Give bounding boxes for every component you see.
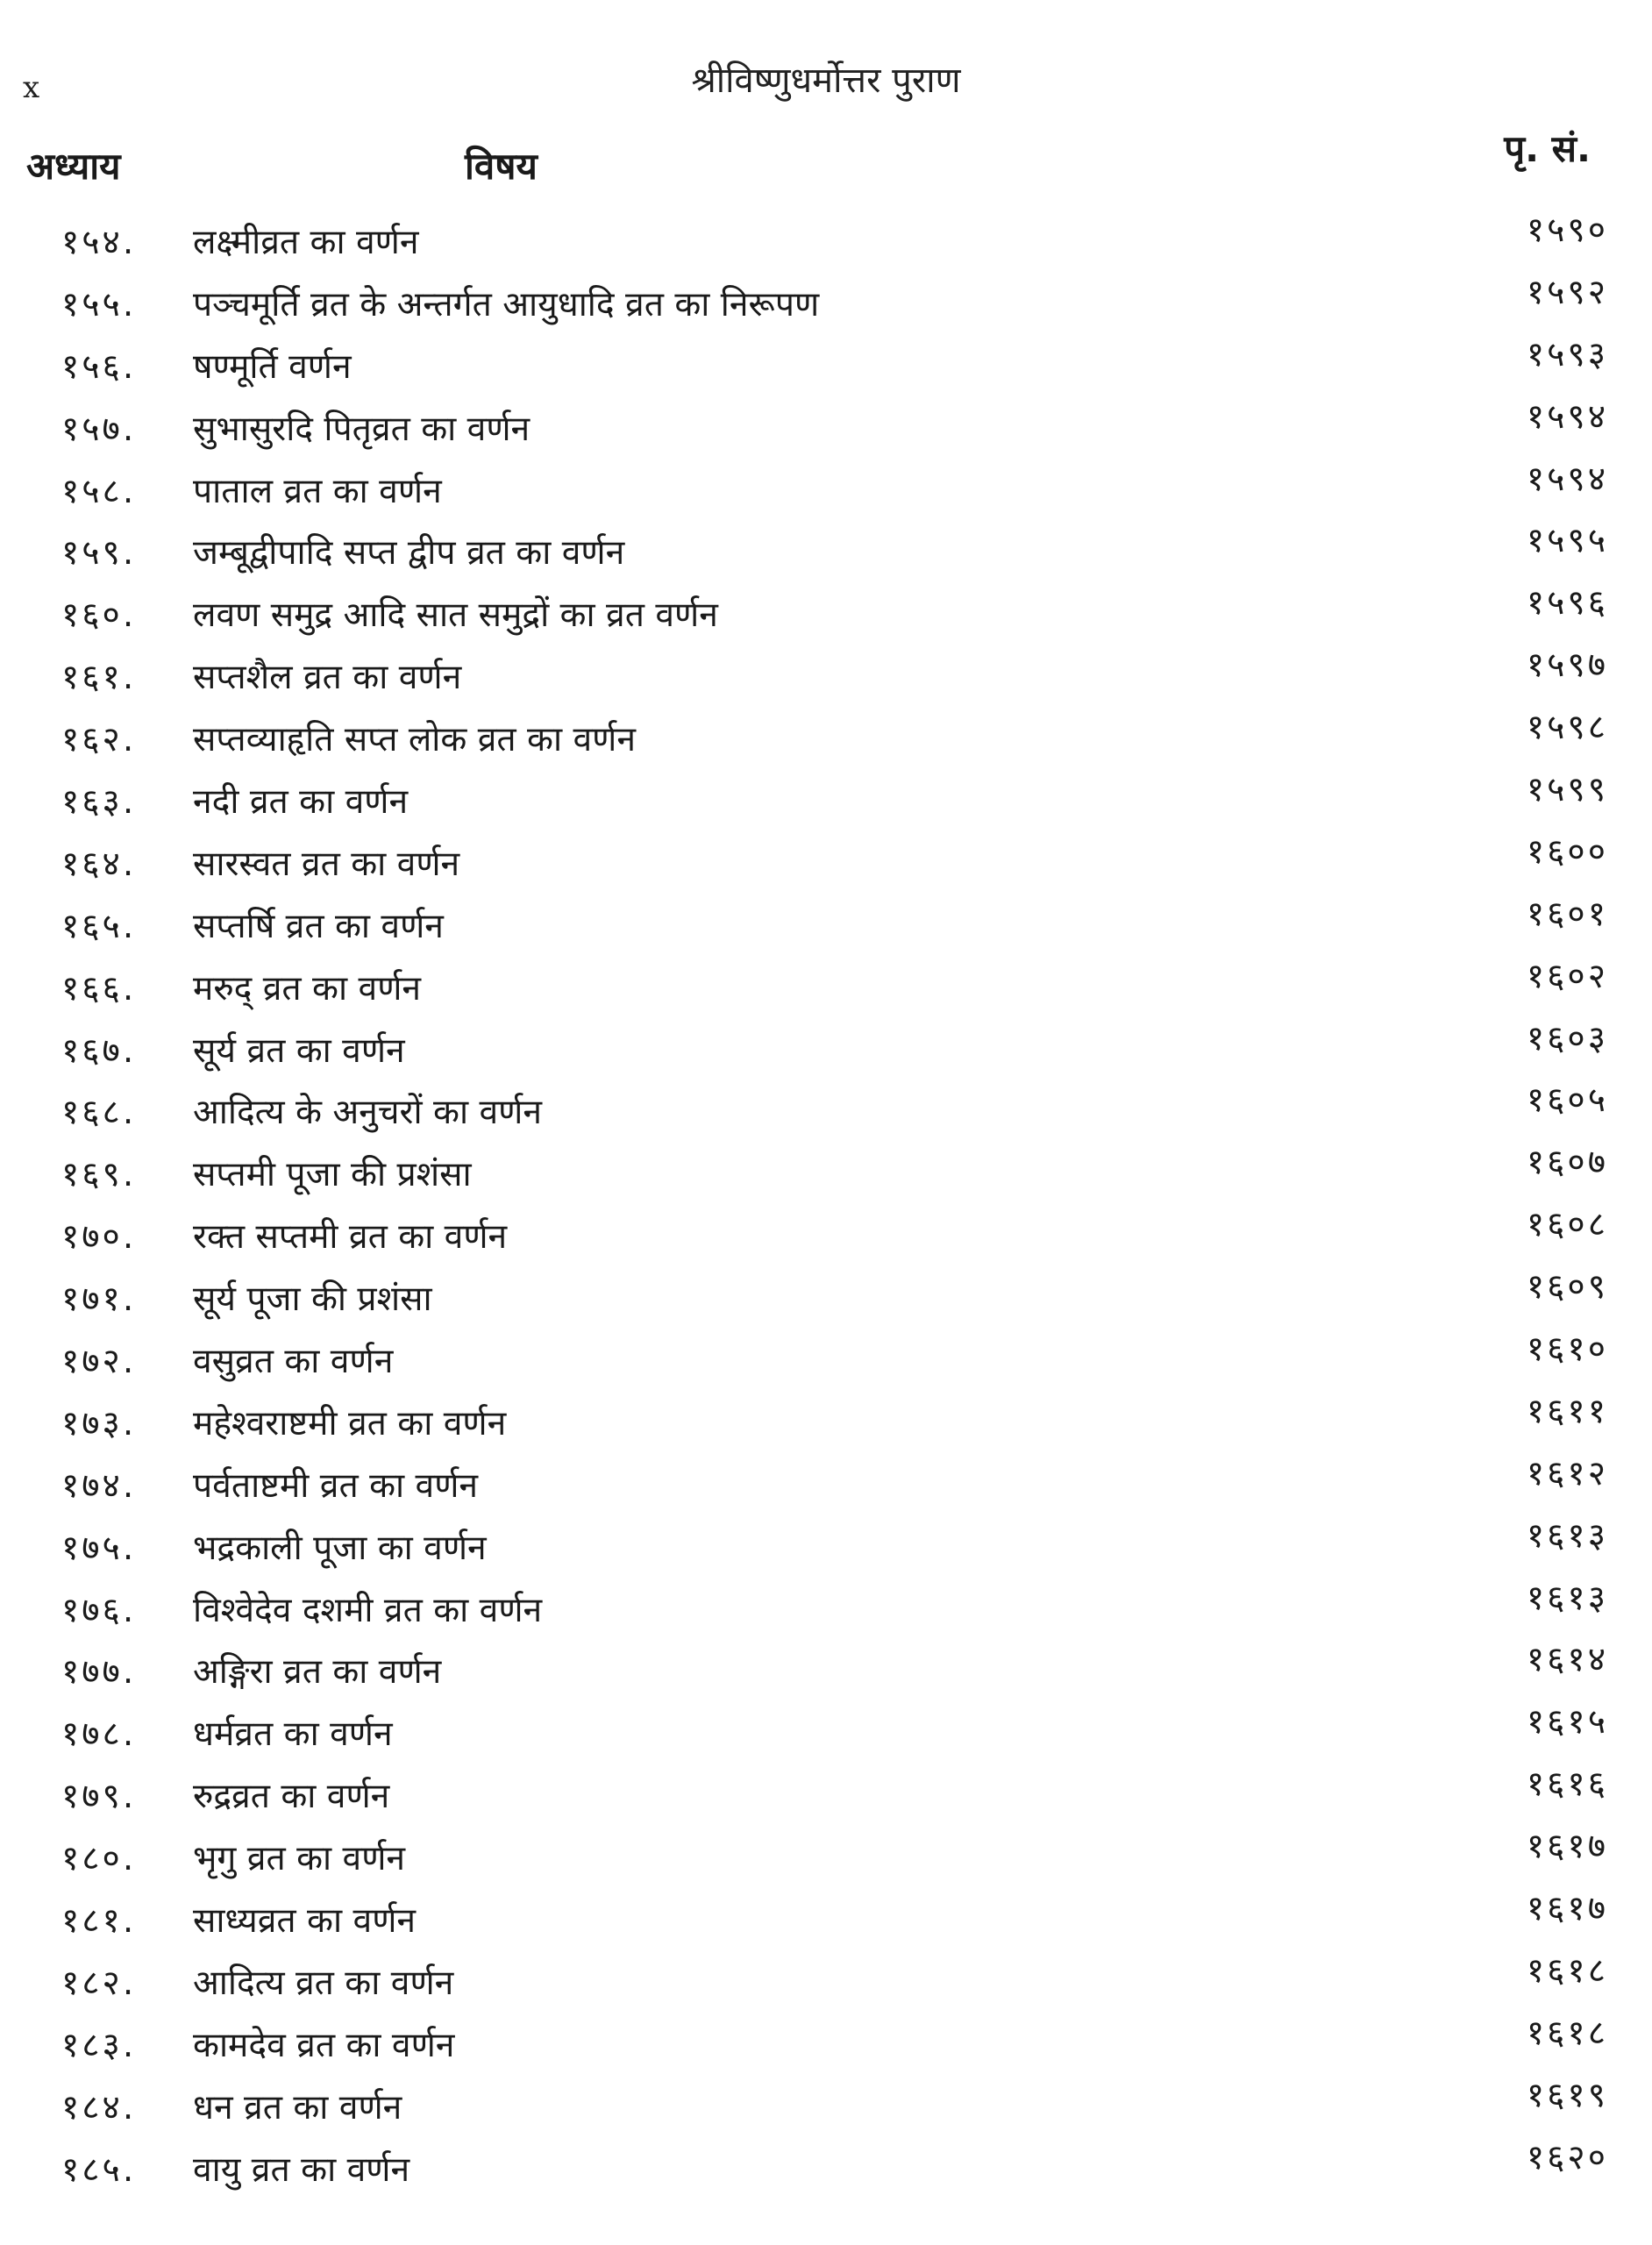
toc-entry bbox=[0, 1267, 1652, 1329]
chapter-title: नदी व्रत का वर्णन bbox=[193, 782, 409, 823]
chapter-number: १६१. bbox=[61, 658, 137, 698]
page-reference: १६०९ bbox=[1526, 1267, 1608, 1308]
chapter-title: वायु व्रत का वर्णन bbox=[193, 2149, 410, 2190]
toc-entry bbox=[0, 1951, 1652, 2013]
toc-entry bbox=[0, 1205, 1652, 1267]
chapter-title: वसुव्रत का वर्णन bbox=[193, 1342, 394, 1382]
chapter-title: कामदेव व्रत का वर्णन bbox=[193, 2025, 455, 2065]
chapter-title: रक्त सप्तमी व्रत का वर्णन bbox=[193, 1217, 508, 1258]
page-reference: १६१२ bbox=[1526, 1453, 1608, 1493]
chapter-title: सप्तमी पूजा की प्रशंसा bbox=[193, 1155, 472, 1195]
chapter-number: १५६. bbox=[61, 346, 137, 387]
chapter-number: १७२. bbox=[61, 1342, 137, 1382]
chapter-number: १८५. bbox=[61, 2149, 137, 2190]
chapter-title: लवण समुद्र आदि सात समुद्रों का व्रत वर्णन bbox=[193, 595, 718, 636]
chapter-title: पर्वताष्टमी व्रत का वर्णन bbox=[193, 1465, 479, 1506]
page-reference: १६०७ bbox=[1526, 1143, 1608, 1183]
toc-entry bbox=[0, 1827, 1652, 1889]
toc-entry bbox=[0, 832, 1652, 894]
page-reference: १५९६ bbox=[1526, 583, 1608, 624]
chapter-number: १६५. bbox=[61, 906, 137, 946]
chapter-title: आदित्य व्रत का वर्णन bbox=[193, 1963, 454, 2003]
toc-entry bbox=[0, 2076, 1652, 2138]
chapter-number: १७४. bbox=[61, 1465, 137, 1506]
page-reference: १६१० bbox=[1526, 1329, 1608, 1370]
toc-entry bbox=[0, 273, 1652, 335]
chapter-number: १५८. bbox=[61, 471, 137, 511]
chapter-number: १५९. bbox=[61, 533, 137, 574]
toc-entry bbox=[0, 1640, 1652, 1702]
chapter-title: पाताल व्रत का वर्णन bbox=[193, 471, 442, 511]
page-reference: १६११ bbox=[1526, 1391, 1608, 1431]
chapter-title: सप्तशैल व्रत का वर्णन bbox=[193, 658, 462, 698]
chapter-title: षण्मूर्ति वर्णन bbox=[193, 346, 352, 387]
chapter-title: अङ्गिरा व्रत का वर्णन bbox=[193, 1652, 442, 1693]
chapter-title: भद्रकाली पूजा का वर्णन bbox=[193, 1528, 487, 1568]
toc-entry bbox=[0, 708, 1652, 770]
page-reference: १६१८ bbox=[1526, 2013, 1608, 2053]
chapter-number: १७६. bbox=[61, 1590, 137, 1630]
page-reference: १६०३ bbox=[1526, 1018, 1608, 1058]
page-number: x bbox=[23, 70, 40, 105]
chapter-title: लक्ष्मीव्रत का वर्णन bbox=[193, 223, 419, 262]
page-reference: १६१३ bbox=[1526, 1578, 1608, 1618]
chapter-title: सारस्वत व्रत का वर्णन bbox=[193, 844, 460, 884]
chapter-number: १८१. bbox=[61, 1901, 137, 1942]
toc-entry bbox=[0, 1080, 1652, 1143]
chapter-number: १६२. bbox=[61, 720, 137, 760]
page-column-header: पृ. सं. bbox=[1504, 127, 1591, 170]
toc-entry bbox=[0, 2138, 1652, 2200]
toc-entry bbox=[0, 210, 1652, 273]
chapter-title: सप्तव्याहृति सप्त लोक व्रत का वर्णन bbox=[193, 720, 637, 760]
chapter-number: १६८. bbox=[61, 1093, 137, 1133]
chapter-number: १८४. bbox=[61, 2087, 137, 2127]
chapter-number: १८०. bbox=[61, 1839, 137, 1879]
chapter-title: रुद्रव्रत का वर्णन bbox=[193, 1777, 390, 1817]
chapter-number: १६०. bbox=[61, 595, 137, 636]
page-reference: १५९५ bbox=[1526, 521, 1608, 561]
chapter-title: सुभासुरदि पितृव्रत का वर्णन bbox=[193, 409, 530, 449]
page-reference: १५९४ bbox=[1526, 459, 1608, 499]
chapter-title: मरुद् व्रत का वर्णन bbox=[193, 968, 422, 1008]
page-reference: १६०८ bbox=[1526, 1205, 1608, 1245]
page-reference: १५९३ bbox=[1526, 334, 1608, 374]
toc-entry bbox=[0, 583, 1652, 645]
chapter-title: जम्बूद्वीपादि सप्त द्वीप व्रत का वर्णन bbox=[193, 533, 625, 574]
chapter-title: महेश्वराष्टमी व्रत का वर्णन bbox=[193, 1403, 507, 1443]
chapter-number: १७९. bbox=[61, 1777, 137, 1817]
chapter-title: सप्तर्षि व्रत का वर्णन bbox=[193, 906, 444, 946]
chapter-number: १५५. bbox=[61, 284, 137, 324]
page-reference: १६०० bbox=[1526, 831, 1608, 872]
chapter-number: १६३. bbox=[61, 782, 137, 823]
chapter-number: १६६. bbox=[61, 968, 137, 1008]
page-reference: १६१९ bbox=[1526, 2075, 1608, 2115]
table-of-contents bbox=[0, 210, 1652, 2200]
chapter-title: विश्वेदेव दशमी व्रत का वर्णन bbox=[193, 1590, 543, 1630]
toc-entry bbox=[0, 1702, 1652, 1764]
page-reference: १६०१ bbox=[1526, 894, 1608, 934]
page-reference: १५९९ bbox=[1526, 770, 1608, 810]
chapter-title: भृगु व्रत का वर्णन bbox=[193, 1839, 406, 1879]
page-reference: १६१७ bbox=[1526, 1827, 1608, 1867]
chapter-number: १८३. bbox=[61, 2025, 137, 2065]
chapter-number: १७०. bbox=[61, 1217, 137, 1258]
page-reference: १६१८ bbox=[1526, 1950, 1608, 1991]
running-title: श्रीविष्णुधर्मोत्तर पुराण bbox=[691, 61, 961, 101]
chapter-number: १७५. bbox=[61, 1528, 137, 1568]
page-reference: १६१६ bbox=[1526, 1764, 1608, 1805]
page-reference: १५९२ bbox=[1526, 272, 1608, 312]
chapter-title: आदित्य के अनुचरों का वर्णन bbox=[193, 1093, 542, 1133]
chapter-number: १५७. bbox=[61, 409, 137, 449]
chapter-number: १७१. bbox=[61, 1279, 137, 1320]
toc-entry bbox=[0, 894, 1652, 957]
toc-entry bbox=[0, 957, 1652, 1019]
page-reference: १५९७ bbox=[1526, 645, 1608, 686]
chapter-number: १७३. bbox=[61, 1403, 137, 1443]
page-reference: १६१३ bbox=[1526, 1515, 1608, 1556]
chapter-title: साध्यव्रत का वर्णन bbox=[193, 1901, 417, 1942]
chapter-title: सूर्य व्रत का वर्णन bbox=[193, 1030, 405, 1071]
page-reference: १५९० bbox=[1526, 210, 1608, 250]
chapter-number: १६९. bbox=[61, 1155, 137, 1195]
page-reference: १५९४ bbox=[1526, 396, 1608, 437]
page-reference: १६१७ bbox=[1526, 1889, 1608, 1929]
chapter-title: सूर्य पूजा की प्रशंसा bbox=[193, 1279, 432, 1320]
page-reference: १६१४ bbox=[1526, 1640, 1608, 1680]
toc-entry bbox=[0, 335, 1652, 397]
toc-entry bbox=[0, 1143, 1652, 1205]
toc-entry bbox=[0, 1019, 1652, 1081]
subject-column-header: विषय bbox=[465, 145, 538, 188]
chapter-column-header: अध्याय bbox=[26, 145, 121, 188]
toc-entry bbox=[0, 460, 1652, 522]
toc-entry bbox=[0, 1516, 1652, 1579]
toc-entry bbox=[0, 1329, 1652, 1392]
toc-entry bbox=[0, 1764, 1652, 1827]
toc-entry bbox=[0, 2013, 1652, 2076]
toc-entry bbox=[0, 521, 1652, 583]
page-reference: १६०५ bbox=[1526, 1080, 1608, 1121]
chapter-title: धर्मव्रत का वर्णन bbox=[193, 1714, 393, 1755]
toc-entry bbox=[0, 1889, 1652, 1951]
page-reference: १६२० bbox=[1526, 2137, 1608, 2177]
chapter-number: १८२. bbox=[61, 1963, 137, 2003]
chapter-number: १५४. bbox=[61, 223, 137, 262]
page-reference: १६१५ bbox=[1526, 1702, 1608, 1743]
chapter-number: १७८. bbox=[61, 1714, 137, 1755]
chapter-number: १७७. bbox=[61, 1652, 137, 1693]
page-reference: १६०२ bbox=[1526, 956, 1608, 996]
page-reference: १५९८ bbox=[1526, 708, 1608, 748]
chapter-number: १६४. bbox=[61, 844, 137, 884]
chapter-title: धन व्रत का वर्णन bbox=[193, 2087, 402, 2127]
toc-entry bbox=[0, 397, 1652, 460]
toc-entry bbox=[0, 1392, 1652, 1454]
toc-entry bbox=[0, 770, 1652, 832]
toc-entry bbox=[0, 1454, 1652, 1516]
chapter-number: १६७. bbox=[61, 1030, 137, 1071]
toc-entry bbox=[0, 645, 1652, 708]
chapter-title: पञ्चमूर्ति व्रत के अन्तर्गत आयुधादि व्रत का निरूपण bbox=[193, 284, 820, 324]
toc-entry bbox=[0, 1579, 1652, 1641]
